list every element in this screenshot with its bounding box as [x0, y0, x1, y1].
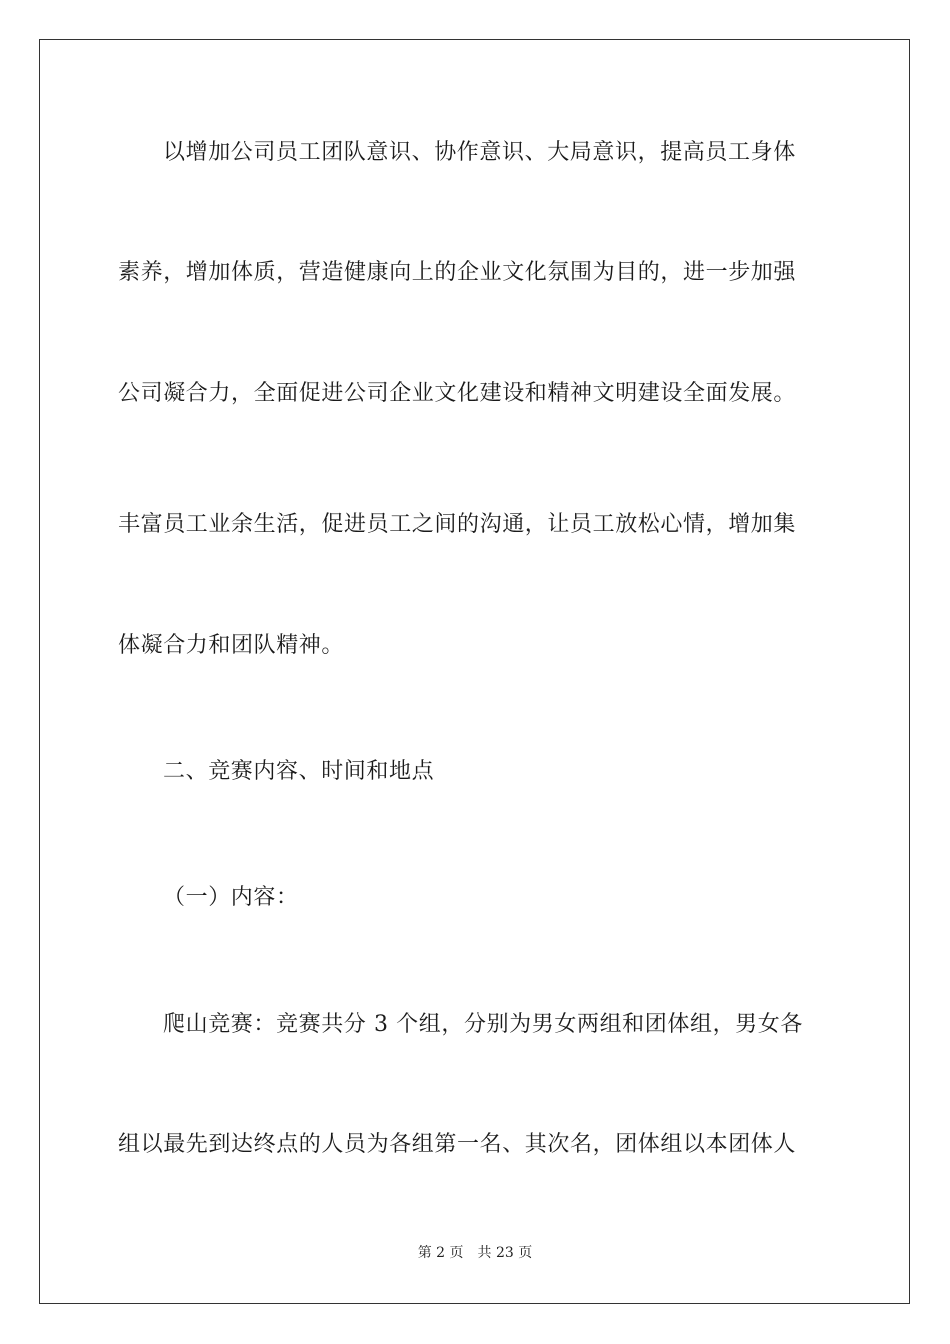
paragraph-line-2: 素养，增加体质，营造健康向上的企业文化氛围为目的，进一步加强 — [118, 260, 797, 285]
total-pages: 共 23 页 — [477, 1245, 533, 1261]
page-border — [39, 39, 910, 1304]
paragraph-line-3: 公司凝合力，全面促进公司企业文化建设和精神文明建设全面发展。 — [118, 381, 797, 406]
page-number: 第 2 页 — [417, 1245, 464, 1261]
paragraph-line-4: 丰富员工业余生活，促进员工之间的沟通，让员工放松心情，增加集 — [118, 512, 797, 537]
section-heading: 二、竞赛内容、时间和地点 — [163, 759, 435, 784]
paragraph-line-6: 爬山竞赛：竞赛共分 3 个组，分别为男女两组和团体组，男女各 — [163, 1012, 803, 1037]
paragraph-line-7: 组以最先到达终点的人员为各组第一名、其次名，团体组以本团体人 — [118, 1132, 797, 1157]
page-footer — [0, 1243, 950, 1263]
paragraph-line-5: 体凝合力和团队精神。 — [118, 633, 345, 658]
subsection-heading: （一）内容： — [163, 885, 299, 910]
paragraph-line-1: 以增加公司员工团队意识、协作意识、大局意识，提高员工身体 — [163, 140, 796, 165]
